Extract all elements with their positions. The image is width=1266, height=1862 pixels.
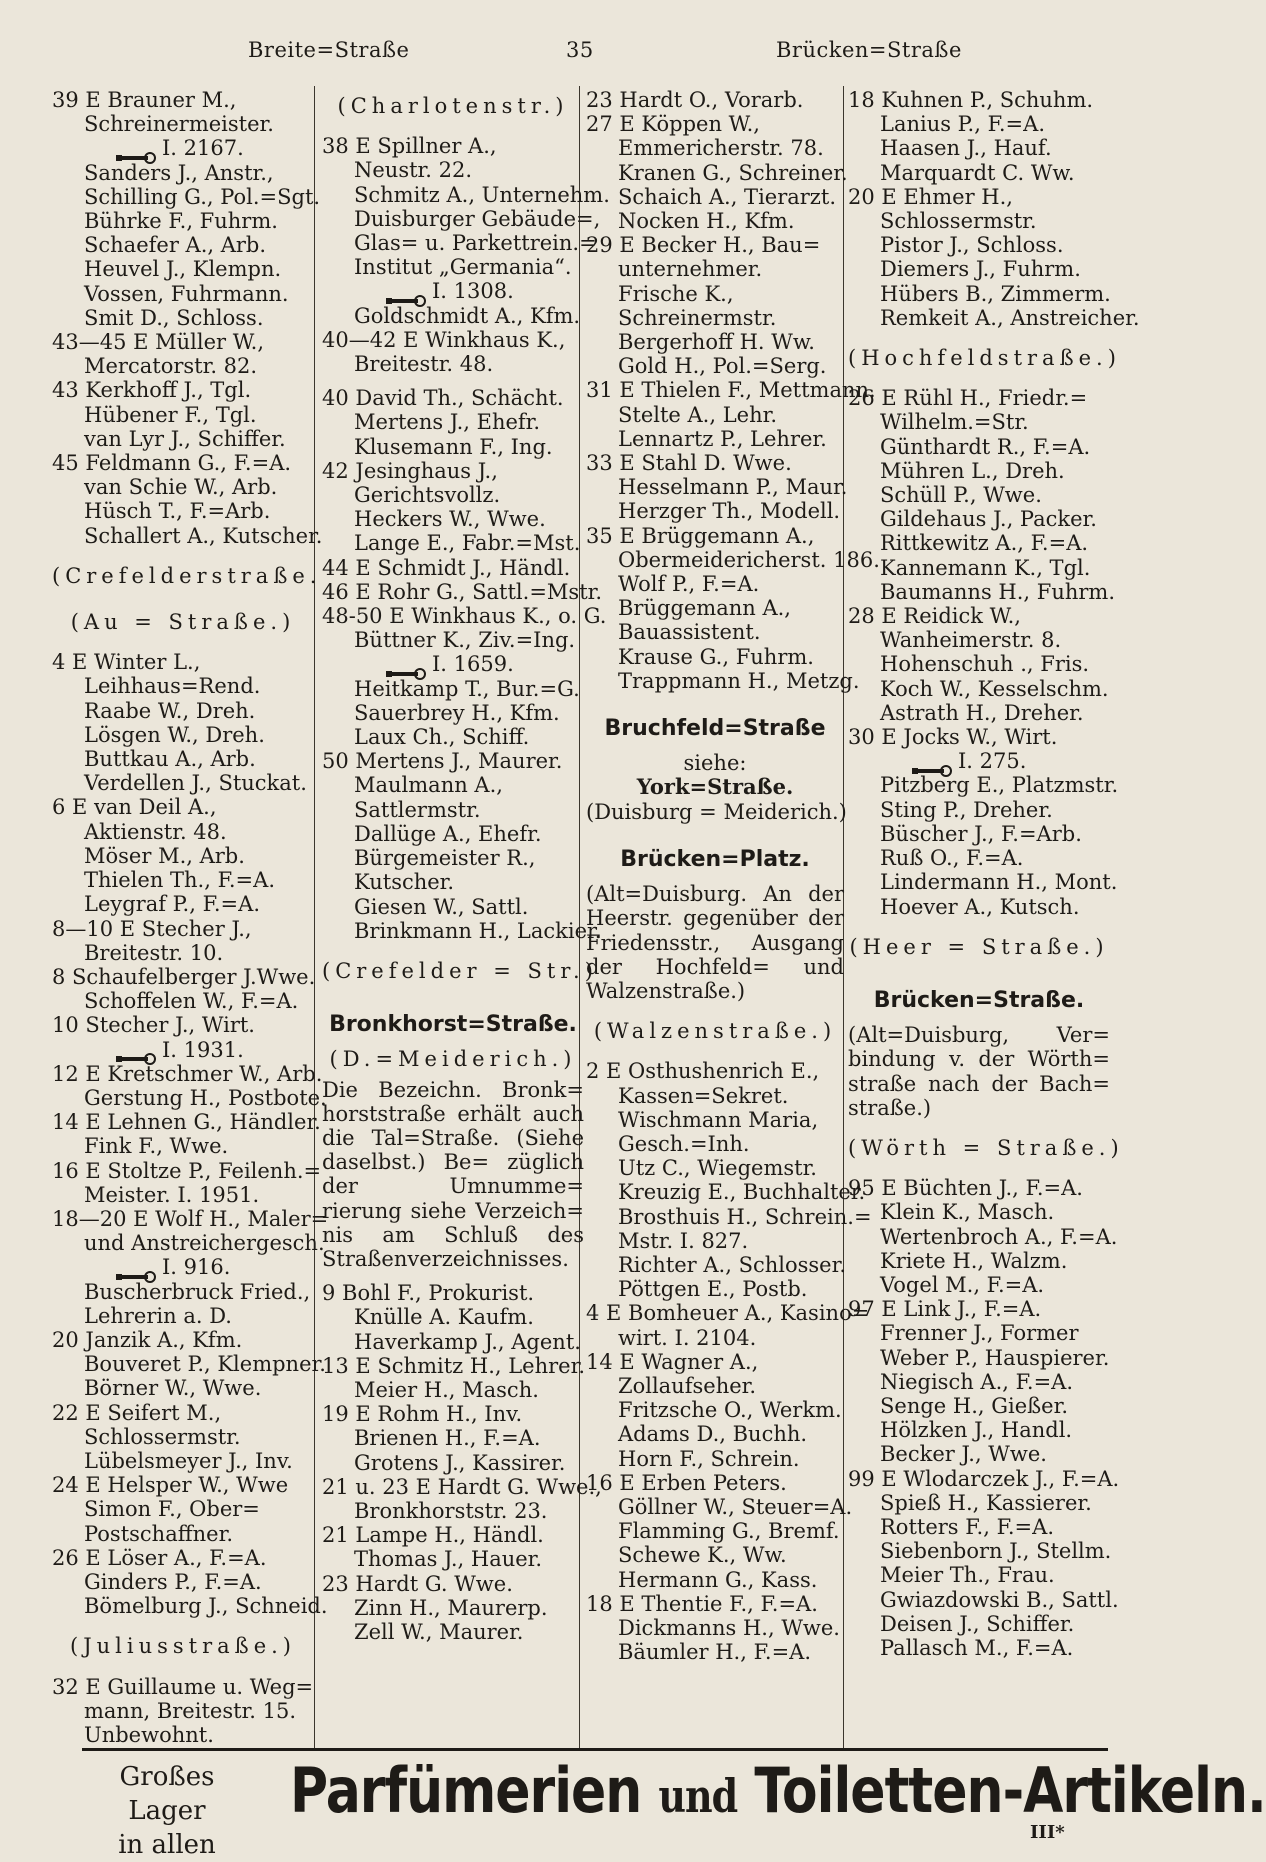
directory-entry: Baumanns H., Fuhrm. xyxy=(880,579,1115,604)
directory-entry: Wilhelm.=Str. xyxy=(880,410,1029,435)
directory-entry: Goldschmidt A., Kfm. xyxy=(354,303,581,328)
directory-entry: Unbewohnt. xyxy=(84,1723,214,1747)
footer-ad-headline xyxy=(290,1744,1266,1845)
directory-entry: Hermann G., Kass. xyxy=(618,1567,818,1592)
directory-entry: Weber P., Hauspierer. xyxy=(880,1345,1110,1370)
directory-entry: Mertens J., Ehefr. xyxy=(354,410,541,435)
directory-entry: 18—20 E Wolf H., Maler= xyxy=(52,1206,329,1231)
telephone-entry xyxy=(322,652,584,676)
directory-entry: Kreuzig E., Buchhalter. xyxy=(618,1180,866,1205)
spacer xyxy=(322,943,584,953)
directory-entry: Zell W., Maurer. xyxy=(354,1619,524,1644)
directory-entry: Remkeit A., Anstreicher. xyxy=(880,305,1140,330)
directory-entry: Hohenschuh ., Fris. xyxy=(880,652,1090,677)
directory-entry: Siebenborn J., Stellm. xyxy=(880,1539,1112,1564)
spacer xyxy=(586,1003,844,1013)
directory-entry: 26 E Löser A., F.=A. xyxy=(52,1545,267,1570)
directory-entry: Thielen Th., F.=A. xyxy=(84,868,275,893)
telephone-icon xyxy=(912,758,952,768)
directory-entry: Wischmann Maria, xyxy=(618,1107,819,1132)
cross-street-note: (Crefelderstraße. xyxy=(52,563,322,588)
directory-entry: Schreinermeister. xyxy=(84,112,274,137)
directory-entry: Zollaufseher. xyxy=(618,1373,757,1398)
column-2 xyxy=(322,88,610,1748)
directory-entry: 35 E Brüggemann A., xyxy=(586,523,815,548)
column-4 xyxy=(848,88,1140,1748)
directory-entry: 31 E Thielen F., Mettmann. xyxy=(586,378,876,403)
directory-entry: Schewe K., Ww. xyxy=(618,1543,787,1568)
directory-entry: Sting P., Dreher. xyxy=(880,797,1053,822)
telephone-entry xyxy=(52,1038,314,1062)
directory-entry: Gold H., Pol.=Serg. xyxy=(618,354,827,379)
directory-entry: 39 E Brauner M., xyxy=(52,88,237,112)
directory-entry: Rittkewitz A., F.=A. xyxy=(880,531,1089,556)
footer-line-1: Großes Lager xyxy=(119,1762,215,1826)
street-description: (Alt=Duisburg. An der Heerstr. gegenüber der Friedensstr., Ausgang der Hochfeld= und Walzenstraße.) xyxy=(586,882,844,1003)
spacer xyxy=(322,989,584,999)
cross-street-note: (D.=Meiderich.) xyxy=(329,1047,577,1072)
footer-word-und: und xyxy=(658,1768,738,1823)
directory-entry: Diemers J., Fuhrm. xyxy=(880,257,1081,282)
directory-entry: Klusemann F., Ing. xyxy=(354,434,553,459)
directory-entry: Zinn H., Maurerp. xyxy=(354,1595,548,1620)
directory-entry: Fink F., Wwe. xyxy=(84,1134,229,1159)
directory-entry: 16 E Stoltze P., Feilenh.= xyxy=(52,1158,322,1183)
directory-entry: 99 E Wlodarczek J., F.=A. xyxy=(848,1466,1120,1491)
directory-entry: Glas= u. Parkettrein.= xyxy=(354,231,597,256)
directory-entry: Grotens J., Kassirer. xyxy=(354,1450,566,1475)
spacer xyxy=(52,1618,314,1628)
directory-entry: Meister. I. 1951. xyxy=(84,1182,260,1207)
directory-entry: 33 E Stahl D. Wwe. xyxy=(586,451,792,476)
directory-entry: Wanheimerstr. 8. xyxy=(880,628,1062,653)
directory-entry: Horn F., Schrein. xyxy=(618,1446,800,1471)
directory-entry: Bergerhoff H. Ww. xyxy=(618,330,815,355)
telephone-entry xyxy=(848,749,1110,773)
directory-entry: Kriete H., Walzm. xyxy=(880,1248,1068,1273)
directory-entry: Smit D., Schloss. xyxy=(84,305,264,330)
spacer xyxy=(52,548,314,558)
street-heading: Brücken=Straße. xyxy=(873,987,1085,1013)
directory-entry: Vossen, Fuhrmann. xyxy=(84,281,289,306)
spacer xyxy=(848,919,1110,929)
telephone-number: I. 1659. xyxy=(432,652,514,677)
directory-entry: Kannemann K., Tgl. xyxy=(880,555,1091,580)
cross-street-note: (Au = Straße.) xyxy=(70,610,296,635)
directory-entry: 40 David Th., Schächt. xyxy=(322,386,564,411)
directory-entry: Thomas J., Hauer. xyxy=(354,1547,543,1572)
directory-entry: 2 E Osthushenrich E., xyxy=(586,1059,820,1084)
directory-entry: 43—45 E Müller W., xyxy=(52,330,264,355)
directory-entry: 95 E Büchten J., F.=A. xyxy=(848,1176,1083,1201)
column-3 xyxy=(586,88,880,1748)
column-divider xyxy=(314,86,315,1748)
directory-entry: 21 u. 23 E Hardt G. Wwe., xyxy=(322,1474,602,1499)
directory-entry: 26 E Rühl H., Friedr.= xyxy=(848,386,1088,411)
directory-entry: Krause G., Fuhrm. xyxy=(618,644,814,669)
directory-entry: Möser M., Arb. xyxy=(84,843,245,868)
directory-entry: Herzger Th., Modell. xyxy=(618,499,841,524)
directory-entry: 14 E Wagner A., xyxy=(586,1349,759,1374)
directory-entry: 32 E Guillaume u. Weg= xyxy=(52,1674,314,1699)
directory-entry: 9 Bohl F., Prokurist. xyxy=(322,1281,535,1306)
directory-entry: Bürgemeister R., xyxy=(354,846,536,871)
cross-street-note: (Juliusstraße.) xyxy=(70,1634,296,1659)
directory-entry: Heckers W., Wwe. xyxy=(354,507,546,532)
cross-street-note: (Hochfeldstraße.) xyxy=(848,346,1121,371)
directory-entry: Schaefer A., Arb. xyxy=(84,233,267,258)
directory-entry: Pitzberg E., Platzmstr. xyxy=(880,773,1119,798)
directory-entry: Schmitz A., Unternehm. xyxy=(354,182,610,207)
directory-entry: Heitkamp T., Bur.=G. xyxy=(354,676,580,701)
directory-entry: 18 E Thentie F., F.=A. xyxy=(586,1591,818,1616)
street-description: (Alt=Duisburg, Ver= bindung v. der Wörth= straße nach der Bach= straße.) xyxy=(848,1023,1110,1120)
directory-entry: 40—42 E Winkhaus K., xyxy=(322,327,566,352)
directory-entry: Klein K., Masch. xyxy=(880,1200,1055,1225)
directory-entry: Vogel M., F.=A. xyxy=(880,1272,1045,1297)
directory-entry: Mercatorstr. 82. xyxy=(84,354,258,379)
directory-entry: Bronkhorststr. 23. xyxy=(354,1498,548,1523)
page-number: 35 xyxy=(566,38,594,62)
directory-entry: 50 Mertens J., Maurer. xyxy=(322,749,563,774)
telephone-number: I. 1308. xyxy=(432,279,514,304)
directory-entry: Börner W., Wwe. xyxy=(84,1376,262,1401)
directory-entry: 27 E Köppen W., xyxy=(586,112,760,137)
directory-entry: Senge H., Gießer. xyxy=(880,1393,1069,1418)
directory-entry: 23 Hardt G. Wwe. xyxy=(322,1571,513,1596)
directory-entry: Gesch.=Inh. xyxy=(618,1131,750,1156)
directory-entry: Hübener F., Tgl. xyxy=(84,402,257,427)
directory-entry: Meier Th., Frau. xyxy=(880,1563,1055,1588)
telephone-number: I. 275. xyxy=(958,749,1027,774)
directory-entry: Büttner K., Ziv.=Ing. xyxy=(354,628,576,653)
directory-entry: Sattlermstr. xyxy=(354,797,481,822)
directory-entry: Schlossermstr. xyxy=(84,1424,241,1449)
directory-entry: siehe: xyxy=(683,751,747,776)
directory-entry: und Anstreichergesch. xyxy=(84,1231,325,1256)
spacer xyxy=(586,1049,844,1059)
spacer xyxy=(322,124,584,134)
directory-entry: Brinkmann H., Lackier. xyxy=(354,918,602,943)
directory-entry: Schreinermstr. xyxy=(618,305,777,330)
cross-street-note: (Wörth = Straße.) xyxy=(848,1135,1124,1160)
directory-entry: Hesselmann P., Maur. xyxy=(618,475,848,500)
directory-entry: Bäumler H., F.=A. xyxy=(618,1640,811,1665)
directory-entry: Postschaffner. xyxy=(84,1521,233,1546)
directory-entry: 10 Stecher J., Wirt. xyxy=(52,1013,255,1038)
directory-entry: Hölzken J., Handl. xyxy=(880,1418,1073,1443)
spacer xyxy=(586,824,844,834)
directory-entry: Brüggemann A., xyxy=(618,596,791,621)
directory-entry: Hoever A., Kutsch. xyxy=(880,894,1080,919)
directory-entry: 4 E Bomheuer A., Kasino= xyxy=(586,1301,870,1326)
directory-entry: 30 E Jocks W., Wirt. xyxy=(848,725,1058,750)
directory-entry: Schaich A., Tierarzt. xyxy=(618,184,836,209)
spacer xyxy=(52,640,314,650)
directory-entry: Hübers B., Zimmerm. xyxy=(880,281,1111,306)
directory-entry: 42 Jesinghaus J., xyxy=(322,458,498,483)
directory-entry: Aktienstr. 48. xyxy=(84,819,227,844)
directory-entry: Becker J., Wwe. xyxy=(880,1442,1047,1467)
spacer xyxy=(322,376,584,386)
directory-entry: mann, Breitestr. 15. xyxy=(84,1698,297,1723)
directory-entry: 20 Janzik A., Kfm. xyxy=(52,1327,243,1352)
directory-entry: Emmericherstr. 78. xyxy=(618,136,824,161)
directory-entry: Büscher J., F.=Arb. xyxy=(880,821,1082,846)
telephone-number: I. 916. xyxy=(162,1255,231,1280)
directory-entry: Bauassistent. xyxy=(618,620,761,645)
directory-entry: Fritzsche O., Werkm. xyxy=(618,1398,842,1423)
directory-entry: Ruß O., F.=A. xyxy=(880,846,1024,871)
directory-entry: Brienen H., F.=A. xyxy=(354,1426,541,1451)
directory-entry: van Lyr J., Schiffer. xyxy=(84,426,286,451)
spacer xyxy=(586,693,844,703)
telephone-icon xyxy=(116,145,156,155)
directory-entry: Laux Ch., Schiff. xyxy=(354,725,530,750)
directory-entry: 18 Kuhnen P., Schuhm. xyxy=(848,88,1094,112)
cross-street-note: (Walzenstraße.) xyxy=(593,1019,837,1044)
directory-entry: Gildehaus J., Packer. xyxy=(880,507,1097,532)
directory-entry: Schlossermstr. xyxy=(880,209,1037,234)
directory-entry: Pallasch M., F.=A. xyxy=(880,1635,1074,1660)
directory-entry: Lange E., Fabr.=Mst. xyxy=(354,531,581,556)
telephone-entry xyxy=(52,1255,314,1279)
signature-mark: III* xyxy=(1030,1822,1065,1843)
directory-entry: Meier H., Masch. xyxy=(354,1377,539,1402)
directory-entry: Verdellen J., Stuckat. xyxy=(84,771,307,796)
directory-entry: 48-50 E Winkhaus K., o. G. xyxy=(322,604,607,629)
directory-entry: Niegisch A., F.=A. xyxy=(880,1369,1074,1394)
directory-entry: Simon F., Ober= xyxy=(84,1497,260,1522)
directory-entry: Buscherbruck Fried., xyxy=(84,1279,311,1304)
directory-entry: Gerstung H., Postbote. xyxy=(84,1085,327,1110)
street-heading: Bruchfeld=Straße xyxy=(604,716,826,742)
header-left-street: Breite=Straße xyxy=(248,38,410,62)
footer-word-2: Toiletten-Artikeln. xyxy=(754,1755,1266,1828)
directory-entry: Haverkamp J., Agent. xyxy=(354,1329,581,1354)
directory-entry: Leihhaus=Rend. xyxy=(84,674,261,699)
directory-entry: Obermeidericherst. 186. xyxy=(618,547,880,572)
directory-entry: Deisen J., Schiffer. xyxy=(880,1611,1075,1636)
directory-entry: Lübelsmeyer J., Inv. xyxy=(84,1448,293,1473)
directory-entry: 21 Lampe H., Händl. xyxy=(322,1523,544,1548)
directory-entry: Hüsch T., F.=Arb. xyxy=(84,499,271,524)
spacer xyxy=(848,965,1110,975)
directory-entry: Schoffelen W., F.=A. xyxy=(84,989,299,1014)
spacer xyxy=(848,376,1110,386)
spacer xyxy=(848,1120,1110,1130)
cross-street-note: (Heer = Straße.) xyxy=(849,934,1109,959)
directory-entry: Haasen J., Hauf. xyxy=(880,136,1052,161)
directory-entry: Nocken H., Kfm. xyxy=(618,209,795,234)
directory-entry: 14 E Lehnen G., Händler. xyxy=(52,1110,321,1135)
directory-entry: unternehmer. xyxy=(618,257,763,282)
telephone-icon xyxy=(116,1264,156,1274)
directory-entry: Utz C., Wiegemstr. xyxy=(618,1156,817,1181)
directory-entry: Breitestr. 48. xyxy=(354,352,494,377)
directory-entry: 46 E Rohr G., Sattl.=Mstr. xyxy=(322,579,603,604)
directory-entry: 29 E Becker H., Bau= xyxy=(586,233,821,258)
directory-entry: Adams D., Buchh. xyxy=(618,1422,808,1447)
directory-entry: Trappmann H., Metzg. xyxy=(618,668,860,693)
directory-entry: Lösgen W., Dreh. xyxy=(84,722,265,747)
directory-entry: 20 E Ehmer H., xyxy=(848,184,1013,209)
directory-entry: 8 Schaufelberger J.Wwe. xyxy=(52,964,316,989)
spacer xyxy=(848,1166,1110,1176)
directory-entry: Gerichtsvollz. xyxy=(354,483,501,508)
spacer xyxy=(848,330,1110,340)
directory-entry: Schüll P., Wwe. xyxy=(880,483,1042,508)
directory-entry: 16 E Erben Peters. xyxy=(586,1470,787,1495)
telephone-icon xyxy=(386,661,426,671)
directory-entry: wirt. I. 2104. xyxy=(618,1325,757,1350)
footer-ad-small xyxy=(82,1760,252,1862)
directory-entry: Mstr. I. 827. xyxy=(618,1228,749,1253)
directory-entry: van Schie W., Arb. xyxy=(84,475,278,500)
directory-entry: 97 E Link J., F.=A. xyxy=(848,1297,1042,1322)
directory-entry: Schallert A., Kutscher. xyxy=(84,523,323,548)
directory-entry: Kranen G., Schreiner. xyxy=(618,160,848,185)
directory-entry: Breitestr. 10. xyxy=(84,940,224,965)
directory-entry: Heuvel J., Klempn. xyxy=(84,257,282,282)
directory-entry: 6 E van Deil A., xyxy=(52,795,217,820)
directory-entry: 24 E Helsper W., Wwe xyxy=(52,1473,289,1498)
telephone-icon xyxy=(116,1046,156,1056)
telephone-icon xyxy=(386,288,426,298)
directory-entry: Duisburger Gebäude=, xyxy=(354,206,601,231)
footer-word-1: Parfümerien xyxy=(290,1755,642,1828)
directory-entry: Dallüge A., Ehefr. xyxy=(354,821,542,846)
directory-entry: 22 E Seifert M., xyxy=(52,1400,222,1425)
directory-entry: Flamming G., Bremf. xyxy=(618,1519,840,1544)
spacer xyxy=(52,594,314,604)
column-1 xyxy=(52,88,329,1748)
directory-entry: Raabe W., Dreh. xyxy=(84,698,256,723)
directory-entry: Bührke F., Fuhrm. xyxy=(84,209,278,234)
telephone-number: I. 2167. xyxy=(162,136,244,161)
directory-entry: Göllner W., Steuer=A. xyxy=(618,1494,853,1519)
directory-entry: Neustr. 22. xyxy=(354,158,473,183)
spacer xyxy=(322,1271,584,1281)
cross-street-note: (Charlotenstr.) xyxy=(337,94,569,118)
directory-entry: Bouveret P., Klempner. xyxy=(84,1352,326,1377)
cross-street-note: (Crefelder = Str.) xyxy=(322,958,598,983)
directory-entry: Stelte A., Lehr. xyxy=(618,402,778,427)
directory-entry: Wolf P., F.=A. xyxy=(618,572,760,597)
directory-entry: Günthardt R., F.=A. xyxy=(880,434,1091,459)
directory-entry: Gwiazdowski B., Sattl. xyxy=(880,1587,1119,1612)
directory-entry: Brosthuis H., Schrein.= xyxy=(618,1204,872,1229)
directory-entry: 8—10 E Stecher J., xyxy=(52,916,252,941)
directory-entry: Lanius P., F.=A. xyxy=(880,112,1045,137)
spacer xyxy=(52,1665,314,1675)
directory-entry: Maulmann A., xyxy=(354,773,503,798)
directory-entry: 19 E Rohm H., Inv. xyxy=(322,1402,523,1427)
footer-line-2: in allen xyxy=(118,1830,216,1860)
street-heading: Brücken=Platz. xyxy=(620,846,810,872)
directory-entry: Sauerbrey H., Kfm. xyxy=(354,700,560,725)
directory-entry: 4 E Winter L., xyxy=(52,650,201,675)
directory-entry: 43 Kerkhoff J., Tgl. xyxy=(52,378,252,403)
street-heading: Bronkhorst=Straße. xyxy=(329,1012,577,1038)
directory-entry: York=Straße. xyxy=(636,774,794,800)
directory-entry: Sanders J., Anstr., xyxy=(84,160,274,185)
directory-entry: Marquardt C. Ww. xyxy=(880,160,1075,185)
directory-entry: Buttkau A., Arb. xyxy=(84,747,256,772)
directory-entry: Dickmanns H., Wwe. xyxy=(618,1615,840,1640)
directory-entry: Frenner J., Former xyxy=(880,1321,1079,1346)
directory-entry: 12 E Kretschmer W., Arb. xyxy=(52,1061,323,1086)
directory-entry: 44 E Schmidt J., Händl. xyxy=(322,555,571,580)
directory-entry: 28 E Reidick W., xyxy=(848,604,1021,629)
directory-entry: 45 Feldmann G., F.=A. xyxy=(52,451,292,476)
directory-entry: Koch W., Kesselschm. xyxy=(880,676,1109,701)
directory-entry: Institut „Germania“. xyxy=(354,255,572,280)
directory-entry: Kutscher. xyxy=(354,870,455,895)
telephone-entry xyxy=(52,136,314,160)
telephone-number: I. 1931. xyxy=(162,1037,244,1062)
directory-entry: Lindermann H., Mont. xyxy=(880,870,1118,895)
directory-entry: Lennartz P., Lehrer. xyxy=(618,426,827,451)
directory-entry: Ginders P., F.=A. xyxy=(84,1569,262,1594)
directory-entry: Pistor J., Schloss. xyxy=(880,233,1064,258)
directory-entry: (Duisburg = Meiderich.) xyxy=(586,799,847,824)
directory-entry: 13 E Schmitz H., Lehrer. xyxy=(322,1353,585,1378)
telephone-entry xyxy=(322,279,584,303)
header-right-street: Brücken=Straße xyxy=(776,38,962,62)
directory-entry: Kassen=Sekret. xyxy=(618,1083,789,1108)
directory-entry: Bömelburg J., Schneid. xyxy=(84,1594,328,1619)
directory-entry: Giesen W., Sattl. xyxy=(354,894,529,919)
directory-entry: Pöttgen E., Postb. xyxy=(618,1277,808,1302)
directory-entry: Leygraf P., F.=A. xyxy=(84,892,260,917)
directory-entry: Frische K., xyxy=(618,281,734,306)
directory-entry: Astrath H., Dreher. xyxy=(880,700,1084,725)
directory-entry: 38 E Spillner A., xyxy=(322,134,497,159)
directory-entry: Knülle A. Kaufm. xyxy=(354,1305,534,1330)
directory-entry: Spieß H., Kassierer. xyxy=(880,1490,1092,1515)
directory-entry: Mühren L., Dreh. xyxy=(880,458,1065,483)
directory-entry: 23 Hardt O., Vorarb. xyxy=(586,88,804,112)
directory-entry: Wertenbroch A., F.=A. xyxy=(880,1224,1118,1249)
directory-entry: Lehrerin a. D. xyxy=(84,1303,232,1328)
street-description: Die Bezeichn. Bronk= horststraße erhält auch die Tal=Straße. (Siehe daselbst.) Be= züglich der Umnumme= rierung siehe Verzeich= nis am Schluß des Straßenverzeichnisses. xyxy=(322,1077,584,1271)
directory-entry: Schilling G., Pol.=Sgt. xyxy=(84,184,321,209)
directory-entry: Rotters F., F.=A. xyxy=(880,1514,1054,1539)
directory-entry: Richter A., Schlosser. xyxy=(618,1252,847,1277)
